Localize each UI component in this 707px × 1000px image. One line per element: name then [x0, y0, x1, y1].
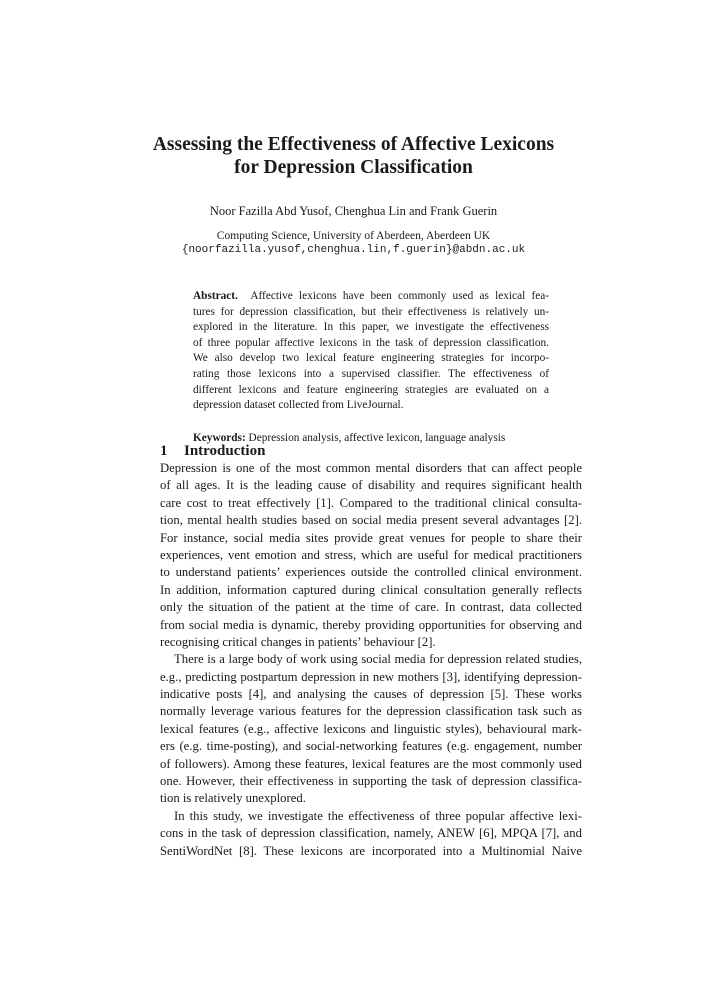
- abstract-line: [193, 383, 549, 399]
- abstract-line: [193, 367, 549, 383]
- paragraph-line: cons in the task of depression classification, namely, ANEW [6], MPQA [7], and: [160, 826, 582, 841]
- paper-title-line-1: Assessing the Effectiveness of Affective Lexicons: [152, 134, 555, 155]
- abstract: [193, 289, 549, 414]
- abstract-line-text: of three popular affective lexicons in the task of depression classification.: [193, 336, 549, 349]
- paragraph-line: ers (e.g. time-posting), and social-networking features (e.g. engagement, number: [160, 739, 582, 754]
- email: {noorfazilla.yusof,chenghua.lin,f.guerin}@abdn.ac.uk: [181, 244, 526, 256]
- abstract-line: [193, 351, 549, 367]
- abstract-line-text: We also develop two lexical feature engineering strategies for incorpo-: [193, 352, 549, 365]
- abstract-line: [193, 336, 549, 352]
- paragraph-line: e.g., predicting postpartum depression in new mothers [3], identifying depression-: [160, 669, 582, 684]
- paragraph-line: lexical features (e.g., affective lexicons and linguistic styles), behavioural mark-: [160, 721, 582, 736]
- abstract-line-text: different lexicons and feature engineering strategies are evaluated on a: [193, 383, 549, 396]
- paragraph-line: tion is relatively unexplored.: [160, 791, 306, 806]
- abstract-line: [193, 398, 549, 414]
- paragraph-line: care cost to treat effectively [1]. Compared to the traditional clinical consulta-: [160, 495, 582, 510]
- abstract-line-text: rating those lexicons into a supervised classifier. The effectiveness of: [193, 367, 549, 380]
- paragraph-line: one. However, their effectiveness in supporting the task of depression classifica-: [160, 774, 582, 789]
- paragraph-line: normally leverage various features for the depression classification task such as: [160, 704, 582, 719]
- paper-title-line-2: for Depression Classification: [234, 157, 473, 178]
- paragraph-line: from social media is dynamic, thereby providing opportunities for observing and: [160, 617, 582, 632]
- paragraph-line: recognising critical changes in patients’ behaviour [2].: [160, 634, 436, 649]
- paragraph-line: In this study, we investigate the effectiveness of three popular affective lexi-: [174, 808, 582, 823]
- paragraph-line: tion, mental health studies based on social media present several advantages [2].: [160, 513, 582, 528]
- paragraph-line: Depression is one of the most common mental disorders that can affect people: [160, 461, 582, 475]
- paragraph-line: SentiWordNet [8]. These lexicons are incorporated into a Multinomial Naive: [160, 843, 582, 858]
- abstract-line-text: depression dataset collected from LiveJournal.: [193, 399, 404, 412]
- paragraph-line: experiences, vent emotion and stress, which are useful for medical practitioners: [160, 547, 582, 562]
- abstract-line: [193, 305, 549, 321]
- section-number: 1: [160, 443, 168, 459]
- paragraph-line: of followers). Among these features, lexical features are the most commonly used: [160, 756, 582, 771]
- paragraph-line: In addition, information captured during clinical consultation generally reflects: [160, 582, 582, 597]
- abstract-line-text: Affective lexicons have been commonly used as lexical fea-: [250, 290, 550, 302]
- paragraph-line: of all ages. It is the leading cause of disability and requires significant health: [160, 478, 582, 493]
- paragraph-line: to understand patients’ experiences outside the controlled clinical environment.: [160, 565, 582, 580]
- abstract-line-text: explored in the literature. In this paper, we investigate the effectiveness: [193, 321, 549, 334]
- paragraph-line: There is a large body of work using social media for depression related studies,: [174, 652, 582, 667]
- section-title: Introduction: [184, 443, 266, 459]
- paragraph-line: indicative posts [4], and analysing the causes of depression [5]. These works: [160, 687, 582, 702]
- keywords-text: Depression analysis, affective lexicon, language analysis: [248, 432, 506, 444]
- abstract-label: Abstract.: [193, 290, 238, 302]
- affiliation: Computing Science, University of Aberdeen, Aberdeen UK: [216, 230, 491, 242]
- section-heading: [160, 443, 265, 460]
- keywords-label: Keywords:: [193, 432, 246, 444]
- paragraph-line: only the situation of the patient at the time of care. In contrast, data collected: [160, 600, 582, 615]
- body-text: [160, 460, 582, 860]
- abstract-line-text: tures for depression classification, but their effectiveness is relatively un-: [193, 305, 549, 318]
- abstract-line: [193, 320, 549, 336]
- authors: Noor Fazilla Abd Yusof, Chenghua Lin and Frank Guerin: [209, 204, 498, 218]
- paragraph-line: For instance, social media sites provide great venues for people to share their: [160, 530, 582, 545]
- abstract-line: [193, 289, 549, 305]
